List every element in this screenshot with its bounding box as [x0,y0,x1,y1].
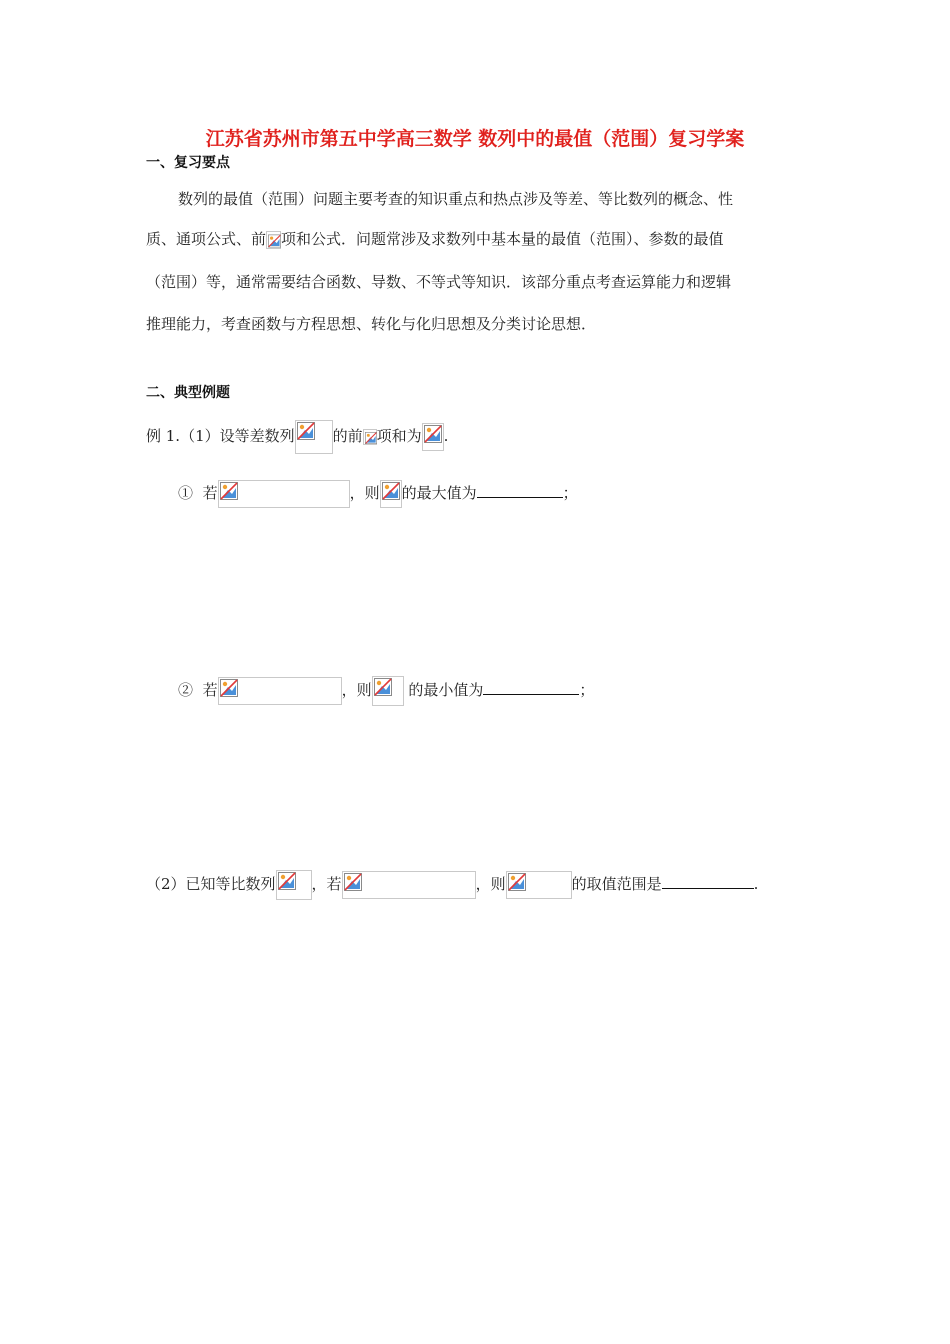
page-title: 江苏省苏州市第五中学高三数学 数列中的最值（范围）复习学案 [205,128,745,150]
formula-image-icon [342,871,476,899]
question-text: （2）已知等比数列 [146,875,276,893]
question-end: . [753,875,759,893]
question-number: ① [178,484,194,502]
question-text: ，若 [311,875,342,893]
section-heading-review: 一、复习要点 [146,155,230,171]
answer-blank[interactable] [483,680,579,695]
question-end: ； [579,681,595,699]
formula-image-icon [422,423,444,451]
paragraph-text: 质、通项公式、前 [146,230,267,248]
formula-image-icon [266,231,281,249]
question-2-line [178,676,594,706]
formula-image-icon [218,677,342,705]
question-text: ，则 [349,484,380,502]
question-text: 的最大值为 [401,484,477,502]
question-text: ，则 [341,681,372,699]
paragraph-text: 项和公式．问题常涉及求数列中基本量的最值（范围）、参数的最值 [281,230,724,248]
formula-image-icon [295,420,333,454]
question-number: ② [178,681,194,699]
paragraph-line-3: （范围）等，通常需要结合函数、导数、不等式等知识．该部分重点考查运算能力和逻辑 [146,273,732,291]
example-1-text: 的前 [332,427,363,445]
formula-image-icon [218,480,350,508]
example-1-prefix: 例 1.（1）设等差数列 [146,427,295,445]
example-1-end: . [443,427,449,445]
question-3-line [146,870,758,900]
formula-image-icon [380,480,402,508]
example-1-line [146,420,448,454]
paragraph-line-1: 数列的最值（范围）问题主要考查的知识重点和热点涉及等差、等比数列的概念、性 [178,190,734,208]
example-1-text: 项和为 [376,427,422,445]
answer-blank[interactable] [662,874,754,889]
formula-image-icon [506,871,572,899]
question-text: 若 [202,681,218,699]
question-text: 的最小值为 [408,681,484,699]
formula-image-icon [276,870,312,900]
answer-blank[interactable] [477,483,563,498]
paragraph-line-4: 推理能力，考查函数与方程思想、转化与化归思想及分类讨论思想． [146,315,597,333]
question-text: ，则 [475,875,506,893]
question-text: 若 [202,484,218,502]
question-1-line [178,480,578,508]
question-text: 的取值范围是 [571,875,662,893]
section-heading-examples: 二、典型例题 [146,385,230,401]
question-end: ； [562,484,578,502]
formula-image-icon [372,676,404,706]
paragraph-line-2 [146,228,724,249]
formula-image-icon [363,429,377,445]
